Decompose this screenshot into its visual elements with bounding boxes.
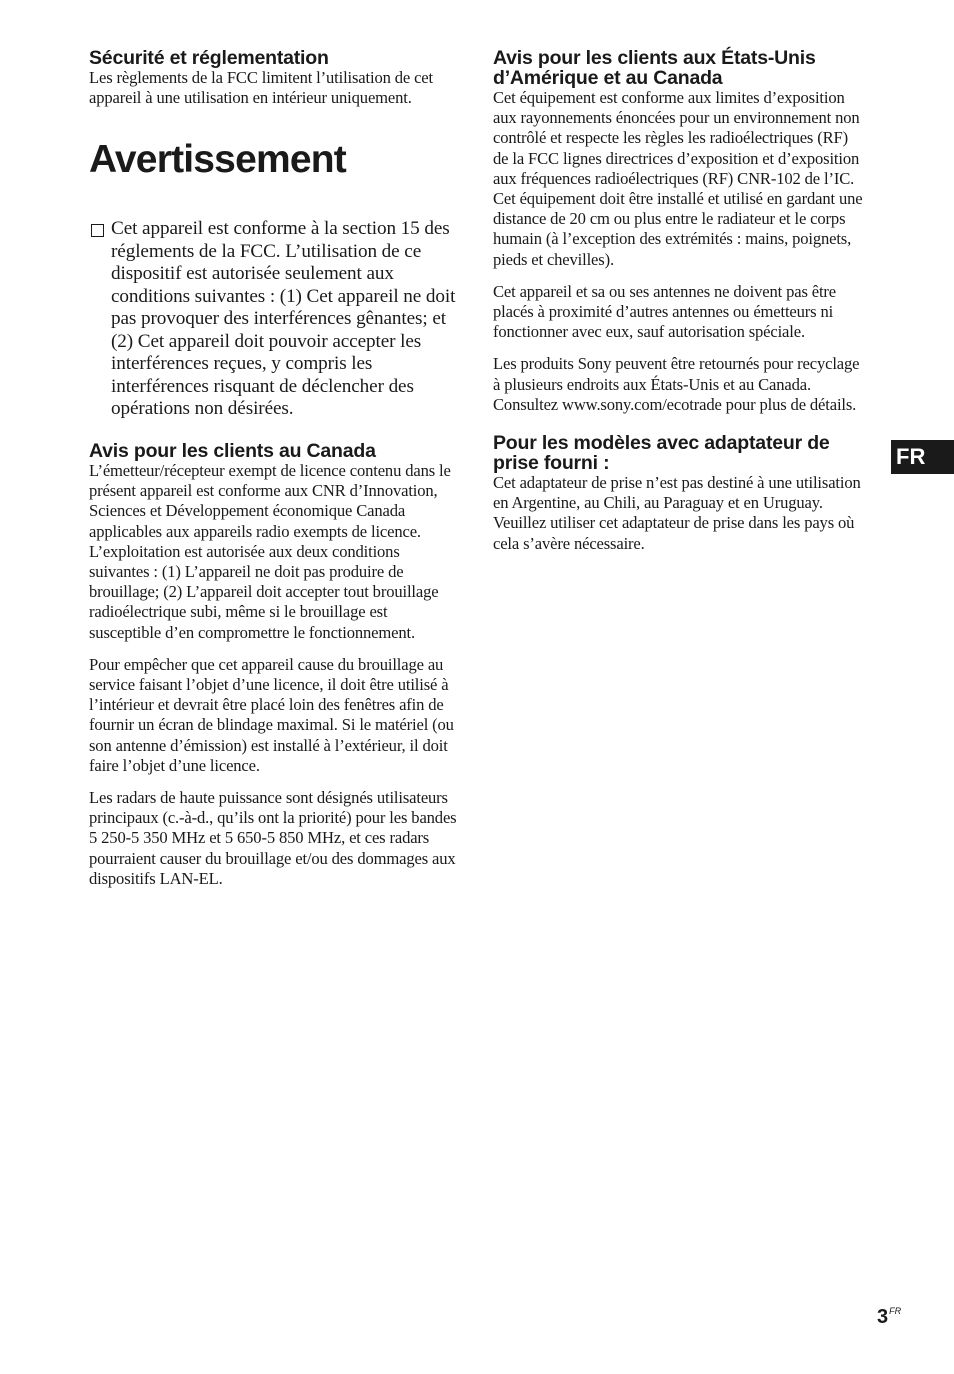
canada-section: [89, 441, 461, 889]
usa-paragraph-1: Cet équipement est conforme aux limites d’exposition aux rayonnements énoncées pour un environnement non contrôlé et respecte les règles les radioélectriques (RF) de la FCC lignes directrices d’exposition et d’exposition aux fréquences radioélectriques (RF) CNR-102 de l’IC. Cet équipement doit être installé et utilisé en gardant une distance de 20 cm ou plus entre le radiateur et le corps humain (à l’exception des extrémités : mains, poignets, pieds et chevilles).: [493, 88, 863, 269]
adapter-heading: Pour les modèles avec adaptateur de prise fourni :: [493, 432, 830, 475]
warning-item: [89, 218, 461, 421]
securite-heading: Sécurité et réglementation: [89, 47, 329, 69]
canada-heading: Avis pour les clients au Canada: [89, 439, 376, 462]
page-title: Avertissement: [89, 138, 346, 182]
usa-paragraph-3: Les produits Sony peuvent être retournés pour recyclage à plusieurs endroits aux États-Unis et au Canada. Consultez www.sony.com/ecotrade pour plus de détails.: [493, 354, 860, 414]
page-number: [877, 1306, 901, 1329]
usa-paragraph-2: Cet appareil et sa ou ses antennes ne doivent pas être placés à proximité d’autres antennes ou émetteurs ni fonctionner avec eux, sauf autorisation spéciale.: [493, 281, 837, 342]
right-column: [493, 48, 865, 554]
usa-section: [493, 48, 865, 415]
usa-heading: Avis pour les clients aux États-Unis d’Amérique et au Canada: [493, 47, 816, 89]
left-column: [89, 48, 461, 889]
securite-text: Les règlements de la FCC limitent l’utilisation de cet appareil à une utilisation en intérieur uniquement.: [89, 68, 433, 108]
adapter-section: [493, 433, 865, 554]
canada-paragraph-1: L’émetteur/récepteur exempt de licence contenu dans le présent appareil est conforme aux CNR d’Innovation, Sciences et Développement économique Canada applicables aux appareils radio exempts de licence. L’exploitation est autorisée aux deux conditions suivantes : (1) L’appareil ne doit pas produire de brouillage; (2) L’appareil doit accepter tout brouillage radioélectrique subi, même si le brouillage est susceptible d’en compromettre le fonctionnement.: [89, 460, 451, 642]
language-tab: FR: [891, 440, 954, 474]
canada-paragraph-3: Les radars de haute puissance sont désignés utilisateurs principaux (c.-à-d., qu’ils ont la priorité) pour les bandes 5 250-5 350 MHz et 5 650-5 850 MHz, et ces radars pourraient causer du brouillage et/ou des dommages aux dispositifs LAN-EL.: [89, 787, 457, 888]
warning-text: Cet appareil est conforme à la section 15 des réglements de la FCC. L’utilisation de ce dispositif est autorisée seulement aux conditions suivantes : (1) Cet appareil ne doit pas provoquer des interférences gênantes; et (2) Cet appareil doit pouvoir accepter les interférences reçues, y compris les interférences risquant de déclencher des opérations non désirées.: [111, 218, 456, 420]
canada-paragraph-2: Pour empêcher que cet appareil cause du brouillage au service faisant l’objet d’une licence, il doit être utilisé à l’intérieur et devrait être placé loin des fenêtres afin de fournir un écran de blindage maximal. Si le matériel (ou son antenne d’émission) est installé à l’extérieur, il doit faire l’objet d’une licence.: [89, 654, 454, 775]
checkbox-icon: [91, 224, 104, 237]
page-number-value: 3: [877, 1306, 889, 1328]
page-number-suffix: FR: [889, 1306, 902, 1316]
adapter-text: Cet adaptateur de prise n’est pas destiné à une utilisation en Argentine, au Chili, au Paraguay et en Uruguay. Veuillez utiliser cet adaptateur de prise dans les pays où cela s’avère nécessaire.: [493, 473, 861, 553]
